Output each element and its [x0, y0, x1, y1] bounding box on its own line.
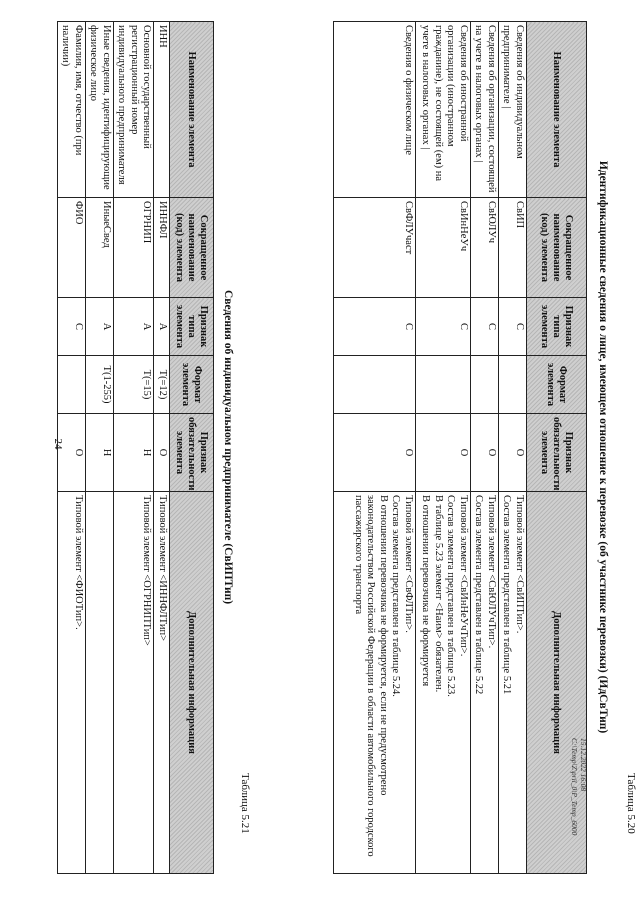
cell-type: С [416, 298, 471, 356]
cell-required: О [334, 414, 416, 492]
table-5-20 [333, 21, 587, 874]
cell-code: ФИО [58, 198, 86, 298]
cell-type: С [58, 298, 86, 356]
col-header-code: Сокращенное наименование (код) элемента [170, 198, 214, 298]
cell-code: СвФЛУчаст [334, 198, 416, 298]
cell-code: ИныеСвед [86, 198, 114, 298]
cell-name: Сведения об индивидуальном предпринимателе | [499, 22, 527, 198]
col-header-format: Формат элемента [527, 356, 587, 414]
cell-info: Типовой элемент <СвИПТип>. Состав элемента представлен в таблице 5.21 [499, 492, 527, 874]
cell-required: О [154, 414, 170, 492]
cell-info: Типовой элемент <СвФЛТип>. Состав элемента представлен в таблице 5.24. В отношении перевозчика не формируется, если не предусмотрено законодательством Российской Федерации в области автомобильного городского пассажирского транспорта [334, 492, 416, 874]
cell-type: С [499, 298, 527, 356]
cell-info: Типовой элемент <ОГРНИПТип> [114, 492, 155, 874]
col-header-format: Формат элемента [170, 356, 214, 414]
col-header-name: Наименование элемента [170, 22, 214, 198]
cell-format [416, 356, 471, 414]
cell-format: T(=12) [154, 356, 170, 414]
cell-info: Типовой элемент <СвИнНеУчТип>. Состав элемента представлен в таблице 5.23. В таблице 5.23 элемент <Наим> обязателен. В отношении перевозчика не формируется [416, 492, 471, 874]
cell-type: А [86, 298, 114, 356]
table-5-20-label: Таблица 5.20 [625, 773, 637, 834]
table-row [154, 22, 170, 874]
rotated-page-content [60, 21, 639, 873]
table-row [58, 22, 86, 874]
table-5-21-title: Сведения об индивидуальном предпринимателе (СвИПТип) [222, 289, 234, 605]
cell-type: С [471, 298, 499, 356]
file-path: C:\Temp\Z\pril_0\P_Temp_6000 [570, 738, 579, 836]
cell-info: Типовой элемент <СвЮЛУчТип>. Состав элемента представлен в таблице 5.22 [471, 492, 499, 874]
cell-type: А [114, 298, 155, 356]
cell-code: СвИнНеУч [416, 198, 471, 298]
table-row [334, 22, 416, 874]
cell-name: Основной государственный регистрационный номер индивидуального предпринимателя [114, 22, 155, 198]
cell-info: Типовой элемент <ФИОТип>. [58, 492, 86, 874]
cell-name: Иные сведения, идентифицирующие физическое лицо [86, 22, 114, 198]
cell-format [499, 356, 527, 414]
table-5-20-title: Идентификационные сведения о лице, имеющем отношение к перевозке (об участнике перевозки) (ИдСвТип) [597, 160, 609, 734]
col-header-name: Наименование элемента [527, 22, 587, 198]
table-row [86, 22, 114, 874]
cell-required: О [471, 414, 499, 492]
cell-type: С [334, 298, 416, 356]
cell-required: Н [86, 414, 114, 492]
cell-format [471, 356, 499, 414]
cell-code: СвЮЛУч [471, 198, 499, 298]
table-row [499, 22, 527, 874]
col-header-code: Сокращенное наименование (код) элемента [527, 198, 587, 298]
col-header-type: Признак типа элемента [527, 298, 587, 356]
cell-code: СвИП [499, 198, 527, 298]
table-5-21-label: Таблица 5.21 [239, 773, 251, 834]
table-row [471, 22, 499, 874]
cell-required: О [499, 414, 527, 492]
col-header-info: Дополнительная информация [170, 492, 214, 874]
col-header-required: Признак обязательности элемента [527, 414, 587, 492]
cell-name: Сведения об иностранной организации (иностранном гражданине), не состоящей (ем) на учете в налоговых органах | [416, 22, 471, 198]
cell-format [334, 356, 416, 414]
cell-required: О [58, 414, 86, 492]
table-row [416, 22, 471, 874]
cell-info [86, 492, 114, 874]
cell-info: Типовой элемент <ИННФЛТип> [154, 492, 170, 874]
cell-format: T(=15) [114, 356, 155, 414]
col-header-type: Признак типа элемента [170, 298, 214, 356]
cell-code: ИННФЛ [154, 198, 170, 298]
cell-name: ИНН [154, 22, 170, 198]
table-row [114, 22, 155, 874]
page-number: 24 [52, 438, 64, 450]
cell-code: ОГРНИП [114, 198, 155, 298]
cell-name: Фамилия, имя, отчество (при наличии) [58, 22, 86, 198]
print-footer [570, 738, 588, 878]
cell-required: О [416, 414, 471, 492]
cell-name: Сведения об организации, состоящей на учете в налоговых органах | [471, 22, 499, 198]
cell-format [58, 356, 86, 414]
col-header-info: Дополнительная информация [527, 492, 587, 874]
cell-required: Н [114, 414, 155, 492]
cell-format: T(1-255) [86, 356, 114, 414]
col-header-required: Признак обязательности элемента [170, 414, 214, 492]
cell-name: Сведения о физическом лице [334, 22, 416, 198]
table-5-21 [57, 21, 214, 874]
cell-type: А [154, 298, 170, 356]
print-timestamp: 15.12.2022 16:08 [579, 738, 588, 792]
